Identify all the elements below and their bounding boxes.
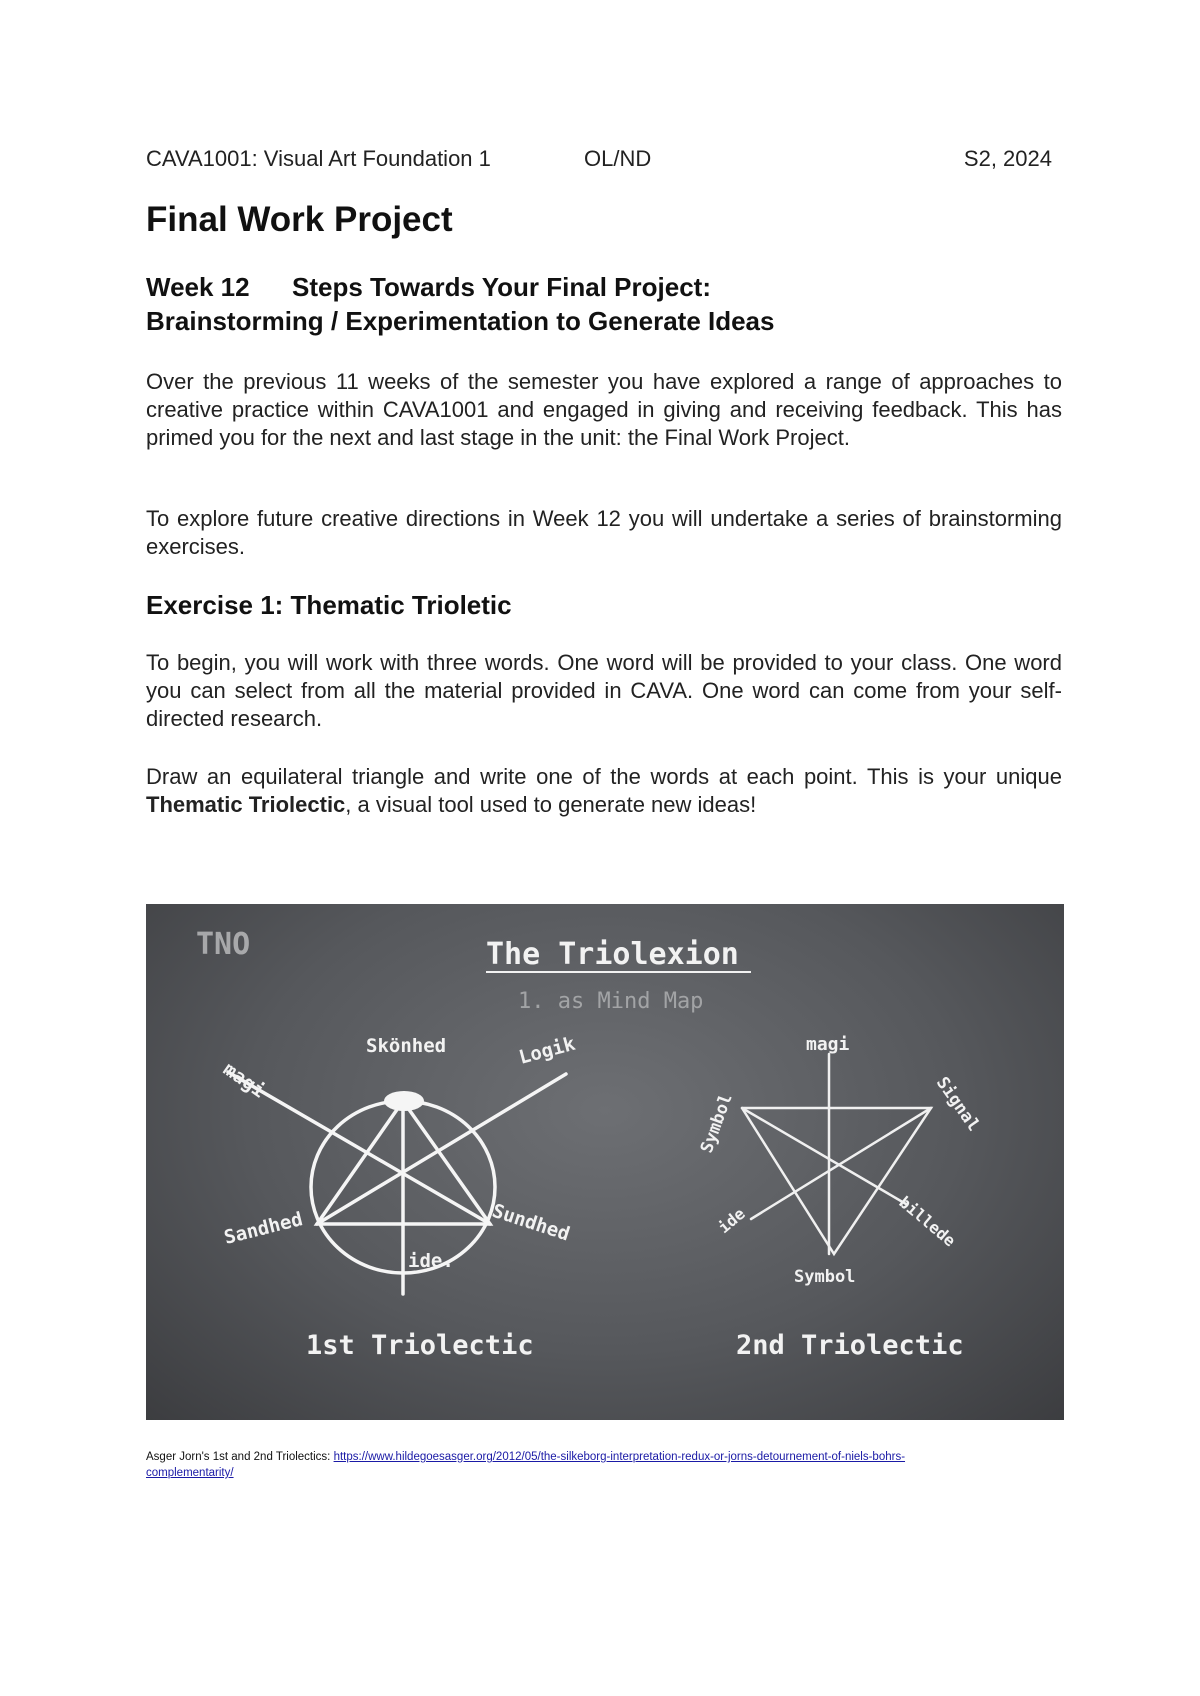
- right-word-lower-left: ide: [714, 1203, 749, 1238]
- right-word-upper-right: Signal: [931, 1073, 984, 1136]
- week-heading-line2: Brainstorming / Experimentation to Generate Ideas: [146, 306, 775, 336]
- right-word-upper-left: Symbol: [696, 1091, 737, 1156]
- right-diagonal-1: [742, 1108, 906, 1204]
- triolectic-term: Thematic Triolectic: [146, 792, 346, 817]
- first-triolectic-label: 1st Triolectic: [306, 1330, 534, 1361]
- corner-mark: TNO: [196, 927, 251, 962]
- right-word-lower-right: billede: [895, 1192, 960, 1251]
- left-apex-blob: [384, 1091, 424, 1111]
- document-header: [146, 146, 1052, 178]
- left-word-lower-right: Sundhed: [489, 1199, 573, 1246]
- three-words-paragraph: To begin, you will work with three words. One word will be provided to your class. One word you can select from all the material provided in CAVA. One word can come from your self-directed research.: [146, 650, 1062, 731]
- left-diagonal-1: [228, 1072, 490, 1224]
- week-label: Week 12: [146, 272, 250, 302]
- triangle-paragraph: [146, 763, 1062, 819]
- caption-link-part2: complementarity/: [146, 1467, 234, 1479]
- left-word-upper-left: magi: [219, 1058, 270, 1103]
- week-heading-line1: Steps Towards Your Final Project:: [292, 272, 711, 302]
- figure-caption: [146, 1449, 1064, 1481]
- course-code: CAVA1001: Visual Art Foundation 1: [146, 146, 491, 171]
- left-word-upper-right: Logik: [516, 1032, 578, 1069]
- figure-title: The Triolexion: [486, 937, 739, 972]
- right-word-bottom: Symbol: [794, 1267, 856, 1287]
- triangle-text-start: Draw an equilateral triangle and write one of the words at each point. This is your unique: [146, 764, 1062, 789]
- left-diagonal-2: [317, 1074, 566, 1224]
- figure-subtitle: 1. as Mind Map: [518, 989, 704, 1014]
- week-heading: [146, 270, 1052, 338]
- exercise-heading: Exercise 1: Thematic Trioletic: [146, 590, 512, 620]
- left-word-bottom: ide.: [408, 1250, 454, 1272]
- right-word-top: magi: [806, 1034, 850, 1055]
- triolexion-figure: [146, 904, 1064, 1420]
- delivery-mode: OL/ND: [584, 146, 652, 171]
- caption-link-part1: https://www.hildegoesasger.org/2012/05/the-silkeborg-interpretation-redux-or-jorns-detournement-of-niels-bohrs-: [333, 1451, 906, 1463]
- second-triolectic-drawing: [742, 1054, 931, 1254]
- brainstorm-paragraph: To explore future creative directions in Week 12 you will undertake a series of brainstorming exercises.: [146, 506, 1062, 559]
- left-word-lower-left: Sandhed: [221, 1208, 305, 1249]
- intro-paragraph: Over the previous 11 weeks of the semester you have explored a range of approaches to creative practice within CAVA1001 and engaged in giving and receiving feedback. This has primed you for the next and last stage in the unit: the Final Work Project.: [146, 369, 1062, 450]
- caption-text: Asger Jorn's 1st and 2nd Triolectics:: [146, 1451, 334, 1463]
- triangle-text-end: , a visual tool used to generate new ideas!: [345, 792, 757, 817]
- left-word-top: Skönhed: [366, 1035, 447, 1057]
- page-title: Final Work Project: [146, 200, 453, 239]
- semester: S2, 2024: [963, 146, 1052, 171]
- right-triangle: [742, 1108, 931, 1254]
- chalkboard-drawing: [146, 904, 1064, 1420]
- second-triolectic-label: 2nd Triolectic: [736, 1330, 964, 1361]
